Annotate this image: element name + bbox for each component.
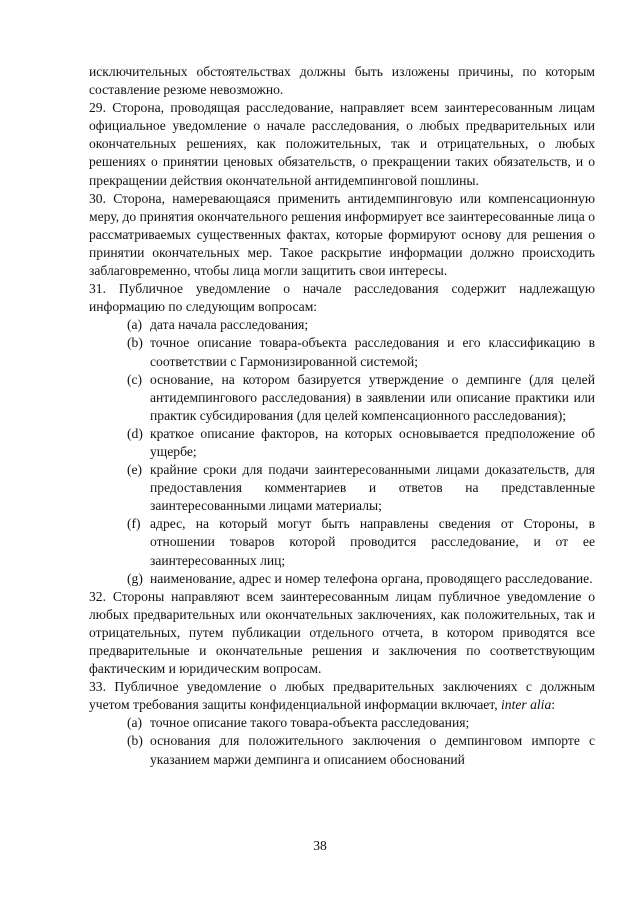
list-item bbox=[89, 371, 595, 425]
list-item-text: точное описание такого товара-объекта расследования; bbox=[150, 715, 470, 731]
list-item-label: (a) bbox=[127, 317, 143, 333]
intro-paragraph: исключительных обстоятельствах должны быть изложены причины, по которым составление резюме невозможно. bbox=[89, 64, 595, 98]
paragraph-29: 29. Сторона, проводящая расследование, направляет всем заинтересованным лицам официальное уведомление о начале расследования, о любых предварительных или окончательных решениях, как положительных, так и отрицательных, о любых решениях о принятии ценовых обязательств, о прекращении таких обязательств, и о прекращении действия окончательной антидемпинговой пошлины. bbox=[89, 100, 595, 188]
list-item-label: (e) bbox=[127, 462, 143, 478]
list-item bbox=[89, 461, 595, 515]
paragraph-33-text: 33. Публичное уведомление о любых предварительных заключениях с должным учетом требования защиты конфиденциальной информации включает, bbox=[89, 679, 595, 713]
list-item-text: точное описание товара-объекта расследования и его классификацию в соответствии с Гармонизированной системой; bbox=[150, 335, 595, 369]
paragraph-32: 32. Стороны направляют всем заинтересованным лицам публичное уведомление о любых предварительных или окончательных заключениях, как положительных, так и отрицательных, путем публикации отдельного отчета, в котором приводятся все предварительные и окончательные решения и заключения по соответствующим фактическим и юридическим вопросам. bbox=[89, 588, 595, 677]
document-page bbox=[89, 63, 595, 769]
list-item-text: дата начала расследования; bbox=[150, 317, 309, 333]
list-item-text: крайние сроки для подачи заинтересованными лицами доказательств, для предоставления комментариев и ответов на представленные заинтересованными лицами материалы; bbox=[150, 462, 595, 514]
paragraph-33-italic: inter alia bbox=[501, 697, 552, 713]
paragraph-33 bbox=[89, 678, 595, 714]
list-item-label: (b) bbox=[127, 335, 143, 351]
page-number: 38 bbox=[313, 838, 327, 853]
list-item bbox=[89, 316, 595, 334]
list-33 bbox=[89, 714, 595, 768]
list-item-text: основание, на котором базируется утверждение о демпинге (для целей антидемпингового расследования) в заявлении или описание практики или практик субсидирования (для целей компенсационного расследования); bbox=[150, 371, 595, 423]
list-item-label: (f) bbox=[127, 516, 141, 532]
paragraph-31: 31. Публичное уведомление о начале расследования содержит надлежащую информацию по следующим вопросам: bbox=[89, 281, 595, 315]
list-item-label: (c) bbox=[127, 371, 143, 387]
list-item-label: (g) bbox=[127, 570, 143, 586]
list-item-text: краткое описание факторов, на которых основывается предположение об ущербе; bbox=[150, 425, 595, 459]
list-item bbox=[89, 334, 595, 370]
list-item-text: основания для положительного заключения о демпинговом импорте с указанием маржи демпинга и описанием обоснований bbox=[150, 733, 595, 767]
list-item bbox=[89, 425, 595, 461]
paragraph-33-tail: : bbox=[551, 697, 556, 713]
list-item bbox=[89, 732, 595, 768]
list-item bbox=[89, 515, 595, 569]
list-item-label: (d) bbox=[127, 425, 143, 441]
list-item bbox=[89, 714, 595, 732]
list-item bbox=[89, 570, 595, 588]
list-31 bbox=[89, 316, 595, 587]
list-item-text: наименование, адрес и номер телефона органа, проводящего расследование. bbox=[150, 570, 593, 586]
list-item-label: (a) bbox=[127, 715, 143, 731]
list-item-label: (b) bbox=[127, 733, 143, 749]
list-item-text: адрес, на который могут быть направлены сведения от Стороны, в отношении товаров которой проводится расследование, и от ее заинтересованных лиц; bbox=[150, 516, 595, 568]
paragraph-30: 30. Сторона, намеревающаяся применить антидемпинговую или компенсационную меру, до принятия окончательного решения информирует все заинтересованные лица о рассматриваемых существенных фактах, которые формируют основу для решения о принятии окончательных мер. Такое раскрытие информации должно происходить заблаговременно, чтобы лица могли защитить свои интересы. bbox=[89, 190, 595, 279]
